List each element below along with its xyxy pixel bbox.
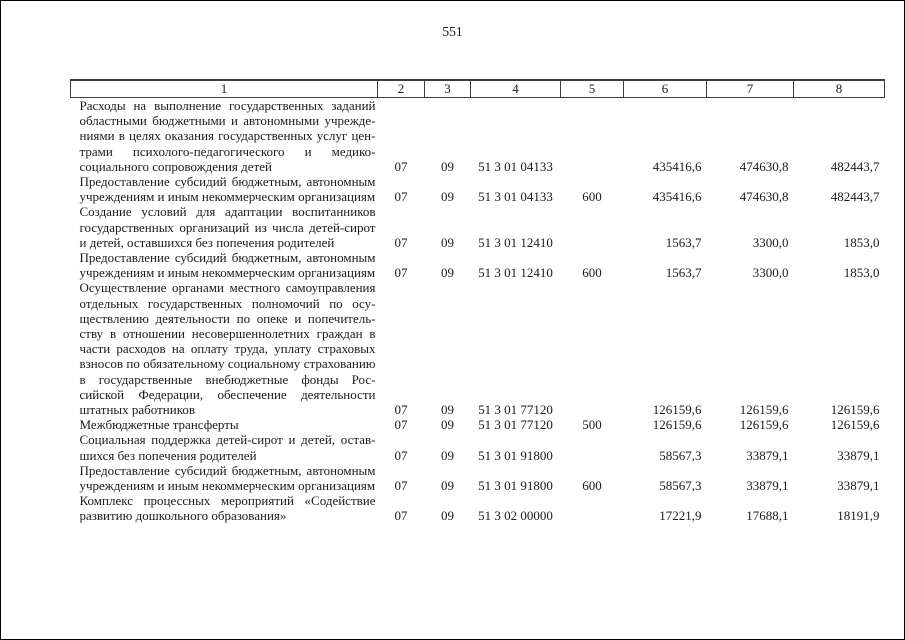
amount-3-cell: 18191,9 xyxy=(837,508,880,524)
column-header-8: 8 xyxy=(794,80,885,98)
amount-1-cell: 435416,6 xyxy=(652,189,702,205)
column-header-2: 2 xyxy=(378,80,425,98)
podrazdel-cell: 09 xyxy=(441,402,454,418)
razdel-cell: 07 xyxy=(394,189,408,205)
column-header-6: 6 xyxy=(624,80,707,98)
podrazdel-cell: 09 xyxy=(441,447,454,463)
podrazdel-cell: 09 xyxy=(441,478,454,494)
column-header-3: 3 xyxy=(425,80,471,98)
column-header-1: 1 xyxy=(71,80,378,98)
expense-type-cell xyxy=(561,493,624,523)
expense-type-cell xyxy=(561,98,624,175)
table-header-row xyxy=(71,80,885,98)
amount-1-cell: 435416,6 xyxy=(652,158,702,174)
target-article-cell: 51 3 01 04133 xyxy=(478,189,553,205)
table-body xyxy=(71,98,885,524)
target-article-cell: 51 3 01 91800 xyxy=(478,447,553,463)
table-row xyxy=(71,463,885,493)
amount-3-cell: 1853,0 xyxy=(843,234,880,250)
activity-cell: Осуществление органами местного самоуправления отдельных государственных полномочий по осуществлению деятельности по опеке и попечительству в отношении несовершеннолетних граждан в части расходов на оплату труда, уплату страховых взносов по обязательному социальному страхованию в государственные внебюджетные фонды Российской Федерации, обеспечение деятельности штатных работников xyxy=(79,280,376,418)
expense-type-cell xyxy=(561,204,624,250)
amount-3-cell: 126159,6 xyxy=(830,417,880,433)
amount-2-cell: 17688,1 xyxy=(746,508,789,524)
podrazdel-cell: 09 xyxy=(441,508,454,524)
amount-2-cell: 33879,1 xyxy=(746,447,789,463)
amount-2-cell: 126159,6 xyxy=(739,402,789,418)
amount-1-cell: 58567,3 xyxy=(659,478,702,494)
target-article-cell: 51 3 01 91800 xyxy=(478,478,553,494)
amount-3-cell: 33879,1 xyxy=(837,447,880,463)
amount-2-cell: 33879,1 xyxy=(746,478,789,494)
amount-1-cell: 1563,7 xyxy=(665,265,702,281)
expense-type-cell xyxy=(561,280,624,417)
amount-3-cell: 482443,7 xyxy=(830,158,880,174)
amount-1-cell: 126159,6 xyxy=(652,417,702,433)
razdel-cell: 07 xyxy=(394,158,408,174)
expense-type-cell: 500 xyxy=(582,417,602,433)
activity-cell: Расходы на выполнение государственных заданий областными бюджетными и автономными учреждениями в целях оказания государственных услуг центрами психолого-педагогического и медико-социального сопровождения детей xyxy=(79,98,376,174)
amount-1-cell: 58567,3 xyxy=(659,447,702,463)
amount-3-cell: 33879,1 xyxy=(837,478,880,494)
table-row xyxy=(71,204,885,250)
amount-1-cell: 17221,9 xyxy=(659,508,702,524)
podrazdel-cell: 09 xyxy=(441,265,454,281)
podrazdel-cell: 09 xyxy=(441,234,454,250)
razdel-cell: 07 xyxy=(394,508,408,524)
amount-3-cell: 482443,7 xyxy=(830,189,880,205)
activity-cell: Создание условий для адаптации воспитанников государственных организаций из числа детей-сирот и детей, оставшихся без попечения родителей xyxy=(79,204,376,250)
column-header-5: 5 xyxy=(561,80,624,98)
podrazdel-cell: 09 xyxy=(441,417,454,433)
page-number: 551 xyxy=(442,24,463,39)
razdel-cell: 07 xyxy=(394,265,408,281)
razdel-cell: 07 xyxy=(394,478,408,494)
budget-expenditure-table xyxy=(70,79,885,524)
table-row xyxy=(71,280,885,417)
column-header-7: 7 xyxy=(707,80,794,98)
podrazdel-cell: 09 xyxy=(441,158,454,174)
amount-3-cell: 1853,0 xyxy=(843,265,880,281)
activity-cell: Межбюджетные трансферты xyxy=(79,417,239,433)
amount-2-cell: 474630,8 xyxy=(739,158,789,174)
podrazdel-cell: 09 xyxy=(441,189,454,205)
table-row xyxy=(71,250,885,280)
amount-2-cell: 474630,8 xyxy=(739,189,789,205)
table-row xyxy=(71,417,885,432)
amount-2-cell: 3300,0 xyxy=(752,265,789,281)
activity-cell: Предоставление субсидий бюджетным, автономным учреждениям и иным некоммерческим организациям xyxy=(79,462,376,494)
expense-type-cell: 600 xyxy=(582,189,602,205)
razdel-cell: 07 xyxy=(394,447,408,463)
table-row xyxy=(71,432,885,462)
target-article-cell: 51 3 02 00000 xyxy=(478,508,553,524)
razdel-cell: 07 xyxy=(394,417,408,433)
razdel-cell: 07 xyxy=(394,234,408,250)
table-row xyxy=(71,493,885,523)
expense-type-cell: 600 xyxy=(582,265,602,281)
amount-2-cell: 126159,6 xyxy=(739,417,789,433)
amount-1-cell: 126159,6 xyxy=(652,402,702,418)
expense-type-cell: 600 xyxy=(582,478,602,494)
target-article-cell: 51 3 01 77120 xyxy=(478,417,553,433)
target-article-cell: 51 3 01 04133 xyxy=(478,158,553,174)
amount-1-cell: 1563,7 xyxy=(665,234,702,250)
amount-3-cell: 126159,6 xyxy=(830,402,880,418)
amount-2-cell: 3300,0 xyxy=(752,234,789,250)
activity-cell: Социальная поддержка детей-сирот и детей, оставшихся без попечения родителей xyxy=(79,432,376,463)
activity-cell: Комплекс процессных мероприятий «Содействие развитию дошкольного образования» xyxy=(79,493,376,524)
activity-cell: Предоставление субсидий бюджетным, автономным учреждениям и иным некоммерческим организациям xyxy=(79,250,376,281)
razdel-cell: 07 xyxy=(394,402,408,418)
column-header-4: 4 xyxy=(471,80,561,98)
table-row xyxy=(71,98,885,175)
expense-type-cell xyxy=(561,432,624,462)
activity-cell: Предоставление субсидий бюджетным, автономным учреждениям и иным некоммерческим организациям xyxy=(79,174,376,205)
target-article-cell: 51 3 01 77120 xyxy=(478,402,553,418)
table-row xyxy=(71,174,885,204)
target-article-cell: 51 3 01 12410 xyxy=(478,265,553,281)
target-article-cell: 51 3 01 12410 xyxy=(478,234,553,250)
